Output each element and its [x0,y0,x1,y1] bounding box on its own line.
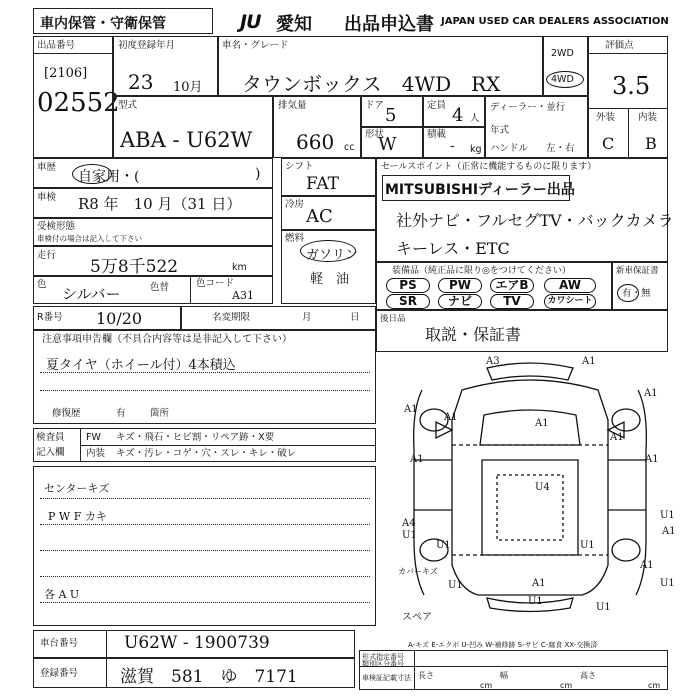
dim-title: 車検証記載寸法 [362,674,411,682]
reg-no-label: 登録番号 [40,668,79,679]
memo-rule [40,576,370,577]
equipment-item: SR [386,294,430,309]
name-change-box [181,306,376,330]
rating-label: 評価点 [605,40,634,51]
sales-line-2: キーレス・ETC [396,239,510,258]
attached-value: 取説・保証書 [425,325,522,344]
damage-mark: A1 [610,432,624,443]
lot-prefix: [2106] [44,66,88,81]
damage-mark: U4 [535,482,550,493]
damage-mark: A1 [662,526,676,537]
memo-line-3: 各 A U [44,588,80,601]
exterior-grade: C [602,134,615,153]
fw-label: FW [86,432,101,443]
reg-no-value: 滋賀 581 ゆ 7171 [120,667,298,687]
history-label: 車歴 [37,162,57,173]
storage-title: 車内保管・守衛保管 [40,16,166,32]
year-model-label: 年式 [490,125,510,136]
equipment-item: TV [490,294,534,309]
damage-mark: U1 [580,540,595,551]
capacity-unit: 人 [470,113,480,124]
color-change-label: 色替 [150,282,170,293]
sales-line-1: 社外ナビ・フルセグTV・バックカメラ [396,211,674,230]
drive-2wd: 2WD [551,48,574,59]
car-damage-diagram [392,350,668,620]
damage-mark: A1 [410,454,424,465]
body-style-label: 形状 [365,129,385,140]
first-reg-label: 初度登録年月 [118,40,176,51]
damage-mark: A1 [404,404,418,415]
damage-mark: U1 [448,580,463,591]
height-cm: cm [648,681,661,690]
damage-mark: A1 [645,454,659,465]
rating-value: 3.5 [612,72,651,100]
shift-label: シフト [285,161,314,172]
repair-place: 箇所 [150,408,170,419]
displacement-value: 660 [296,130,335,154]
sales-label: セールスポイント（正常に機能するものに限ります） [381,162,597,172]
damage-mark: A1 [532,578,546,589]
equipment-item: PS [386,278,430,293]
interior-label: 内装 [638,112,658,123]
color-code-label: 色コード [196,278,235,289]
damage-legend: A-キズ E-エクボ U-凹み W-補修跡 S-サビ C-腐食 XX-交換済 [408,641,598,649]
door-value: 5 [385,105,397,126]
naiso-label: 内装 [86,448,106,459]
damage-mark: A1 [535,418,549,429]
color-value: シルバー [62,285,121,303]
warranty-yn: 有・無 [622,288,651,299]
load-unit: kg [470,144,482,155]
class-no-label: 類別区分番号 [362,660,404,668]
name-change-label: 名変期限 [212,312,251,323]
mileage-value: 5万8千522 [90,257,179,277]
damage-mark: U1 [528,596,543,607]
aircon-value: AC [306,206,333,227]
memo-rule [40,498,370,499]
memo-line-2: P W F カキ [48,510,107,523]
r-number-value: 10/20 [96,309,143,328]
displacement-label: 排気量 [278,100,307,111]
drive-4wd: 4WD [551,74,574,85]
fuel-label: 燃料 [285,233,305,244]
model-label: 型式 [118,100,138,111]
color-label: 色 [37,279,47,290]
r-number-label: R番号 [37,312,63,323]
damage-mark: U1 [596,602,611,613]
memo-rule [40,524,370,525]
damage-mark: A3 [486,356,500,367]
naiso-items: キズ・汚レ・コゲ・穴・スレ・キレ・破レ [116,448,297,459]
color-code-value: A31 [232,289,254,302]
length-label: 長さ [418,671,434,680]
history-value: 自家用・( [78,169,140,185]
dealer-banner: MITSUBISHIディーラー出品 [385,182,575,198]
damage-mark: U1 [436,540,451,551]
damage-mark: U1 [402,530,417,541]
equipment-item: PW [438,278,482,293]
repair-label: 修復歴 [52,408,81,419]
damage-mark: A4 [402,518,416,529]
damage-mark: A1 [644,388,658,399]
width-label: 幅 [500,671,508,680]
association-name: JAPAN USED CAR DEALERS ASSOCIATION [441,16,669,27]
equipment-item: エアB [490,278,534,293]
load-value: - [450,138,455,154]
damage-mark: カバーキズ [398,567,438,576]
reg-year: 23 [128,70,154,94]
handle-label: ハンドル [490,143,529,154]
inspector-label: 検査員 [36,432,65,443]
ju-logo-text: JU [240,11,261,33]
entry-label: 記入欄 [36,447,65,458]
history-close: ) [255,166,261,182]
load-label: 積載 [427,129,447,140]
chassis-label: 車台番号 [40,638,79,649]
damage-mark: スペア [402,612,432,623]
mileage-label: 走行 [37,250,57,261]
width-cm: cm [560,681,573,690]
damage-mark: A1 [444,412,458,423]
length-cm: cm [480,681,493,690]
handle-lr: 左・右 [546,143,575,154]
fuel-gasoline: ガソリン [306,248,359,263]
test-form-label: 受検形態 [37,221,76,232]
spec-reg-label: 形式指定番号 [362,653,404,661]
inspection-label: 車検 [37,192,57,203]
name-change-day: 日 [350,312,360,323]
capacity-label: 定員 [427,100,447,111]
equipment-item: AW [544,278,596,293]
notes-title: 注意事項申告欄（不具合内容等は是非記入して下さい） [42,334,292,345]
name-change-month: 月 [302,312,312,323]
attached-box [376,310,668,352]
displacement-unit: cc [344,142,355,153]
lot-label: 出品番号 [37,40,76,51]
exterior-label: 外装 [596,112,616,123]
car-name-label: 車名・グレード [222,40,289,51]
test-form-note: 車検付の場合は記入して下さい [37,234,142,243]
aircon-label: 冷房 [285,199,305,210]
damage-mark: U1 [660,510,675,521]
height-label: 高さ [580,671,596,680]
equipment-item: ナビ [438,294,482,309]
org-name: 愛知 [276,14,312,35]
damage-mark: A1 [582,356,596,367]
reg-month: 10月 [173,80,203,95]
repair-yes: 有 [116,408,126,419]
form-title: 出品申込書 [344,14,434,35]
dealer-label: ディーラー・並行 [490,102,566,113]
equipment-item: カワシート [544,294,596,309]
chassis-value: U62W - 1900739 [124,633,270,653]
storage-title-box [33,8,213,34]
history-box [33,158,273,188]
notes-value: 夏タイヤ（ホイール付）4本積込 [46,358,236,373]
spec-box [359,650,668,690]
warranty-label: 新車保証書 [616,266,659,276]
equipment-label: 装備品（純正品に限り◎をつけてください） [392,266,571,276]
fuel-diesel: 軽 油 [310,272,350,287]
memo-rule [40,550,370,551]
capacity-value: 4 [452,105,464,126]
lot-number: 02552 [37,88,120,118]
model-code: ABA - U62W [120,128,253,152]
body-style-value: W [378,134,397,155]
damage-mark: U1 [660,578,675,589]
mileage-unit: km [232,262,247,273]
door-label: ドア [365,100,384,111]
memo-rule [40,602,370,603]
car-name-value: タウンボックス 4WD RX [242,72,501,96]
shift-value: FAT [306,174,340,194]
interior-grade: B [645,134,657,153]
inspection-value: R8 年 10 月（31 日） [78,195,242,213]
attached-label: 後日品 [380,314,406,324]
memo-line-1: センターキズ [44,482,110,495]
damage-mark: A1 [640,560,654,571]
fw-items: キズ・飛石・ヒビ割・リペア跡・X要 [116,432,275,443]
